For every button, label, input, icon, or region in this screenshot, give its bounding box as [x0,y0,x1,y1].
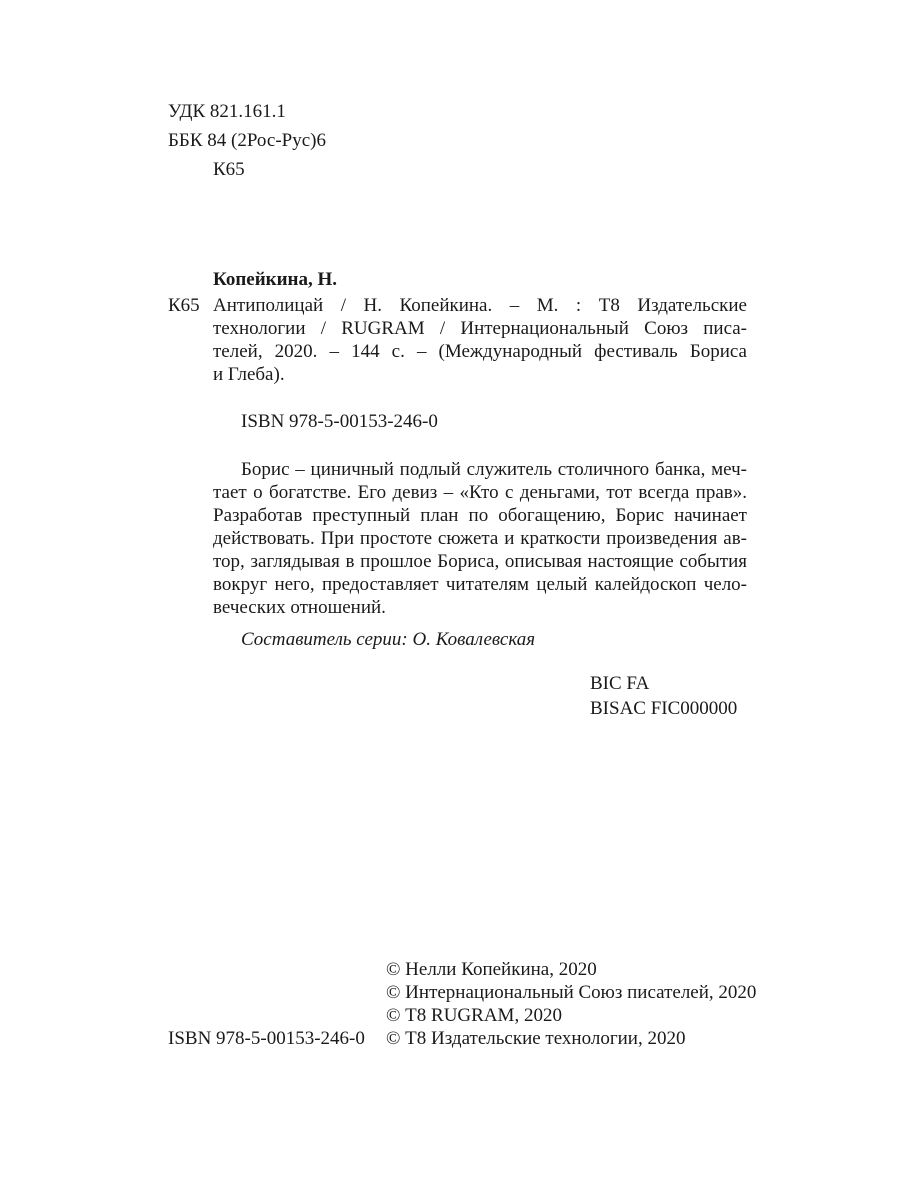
subject-codes [590,672,737,722]
annotation-line: Разработав преступный план по обогащению, Борис начинает [213,505,747,526]
copyright-line: © Интернациональный Союз писателей, 2020 [386,982,757,1003]
isbn-footer: ISBN 978-5-00153-246-0 [168,1028,365,1049]
udk-code: УДК 821.161.1 [168,101,286,122]
annotation-line: тор, заглядывая в прошлое Бориса, описывая настоящие события [213,551,747,572]
bbk-code: ББК 84 (2Рос-Рус)6 [168,130,326,151]
copyright-line: © Т8 Издательские технологии, 2020 [386,1028,686,1049]
classification-block [168,100,326,187]
annotation-line: тает о богатстве. Его девиз – «Кто с деньгами, тот всегда прав». [213,482,747,503]
biblio-line: технологии / RUGRAM / Интернациональный Союз писа- [213,318,747,339]
biblio-line: телей, 2020. – 144 с. – (Международный фестиваль Бориса [213,341,747,362]
bisac-code: BISAC FIC000000 [590,698,738,719]
copyright-line: © Нелли Копейкина, 2020 [386,959,597,980]
biblio-line: и Глеба). [213,364,285,385]
annotation-line: вокруг него, предоставляет читателям целый калейдоскоп чело- [213,574,747,595]
author-name: Копейкина, Н. [213,269,338,290]
copyright-block [386,958,756,1050]
annotation-paragraph [213,458,747,619]
copyright-line: © Т8 RUGRAM, 2020 [386,1005,562,1026]
annotation-line: веческих отношений. [213,597,386,618]
isbn-record: ISBN 978-5-00153-246-0 [241,411,438,432]
annotation-line: Борис – циничный подлый служитель столичного банка, меч- [241,459,747,480]
bic-code: BIC FA [590,673,650,694]
bibliographic-description [213,294,747,386]
author-mark-side: К65 [168,295,200,316]
biblio-line: Антиполицай / Н. Копейкина. – М. : Т8 Издательские [213,295,747,316]
series-editor: Составитель серии: О. Ковалевская [241,629,536,650]
author-mark-code: К65 [213,159,245,180]
annotation-line: действовать. При простоте сюжета и краткости произведения ав- [213,528,747,549]
